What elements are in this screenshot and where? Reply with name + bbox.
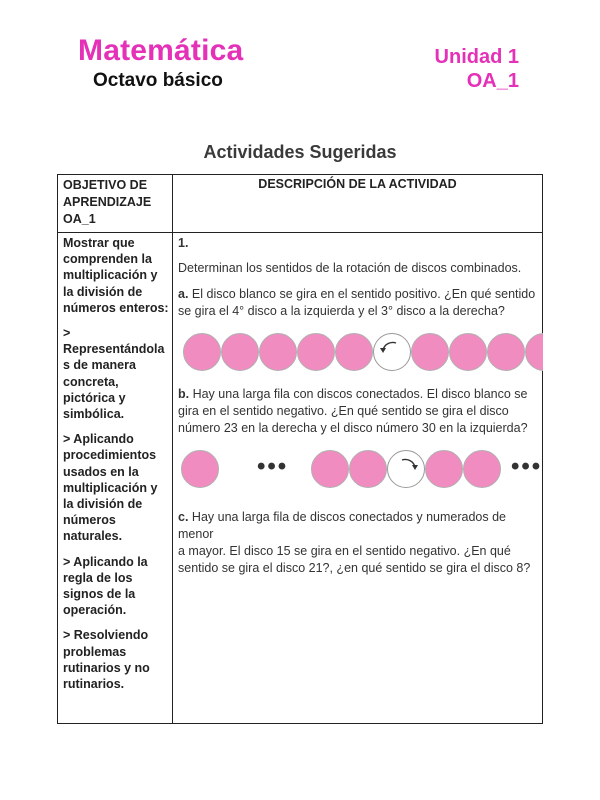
pink-disc: [259, 333, 297, 371]
question-b-line: gira en el sentido negativo. ¿En qué sentido se gira el disco: [178, 404, 509, 418]
white-disc: [373, 333, 411, 371]
objective-line: multiplicación y: [63, 480, 158, 495]
white-disc: [387, 450, 425, 488]
description-header: DESCRIPCIÓN DE LA ACTIVIDAD: [258, 177, 457, 191]
objective-line: la división de: [63, 497, 143, 512]
pink-disc: [311, 450, 349, 488]
objective-line: pictórica y: [63, 390, 126, 405]
question-a-label: a.: [178, 287, 189, 301]
disc-row-a: [173, 329, 543, 375]
objective-line: números: [63, 513, 116, 528]
objective-block-signs: [63, 554, 171, 619]
pink-disc: [425, 450, 463, 488]
pink-disc: [335, 333, 373, 371]
objective-header-line: APRENDIZAJE: [63, 195, 152, 209]
objective-line: procedimientos: [63, 448, 157, 463]
question-c: [178, 509, 540, 577]
disc-row-b: [173, 446, 543, 492]
objective-line: la división de: [63, 284, 143, 299]
objective-header-line: OBJETIVO DE: [63, 178, 148, 192]
question-b-label: b.: [178, 387, 190, 401]
subject-title: Matemática: [78, 34, 244, 67]
objective-line: usados en la: [63, 464, 139, 479]
objective-line: multiplicación y: [63, 268, 158, 283]
pink-disc: [411, 333, 449, 371]
section-title: Actividades Sugeridas: [203, 142, 397, 162]
rotation-arrow-icon: [374, 334, 410, 370]
question-c-line: Hay una larga fila de discos conectados y numerados de menor: [178, 510, 506, 541]
question-b: [178, 386, 540, 437]
question-a: [178, 286, 540, 320]
oa-label: OA_1: [466, 70, 519, 92]
objective-line: rutinarios.: [63, 677, 125, 692]
objective-line: números enteros:: [63, 300, 169, 315]
question-a-line: El disco blanco se gira en el sentido positivo. ¿En qué sentido: [188, 287, 536, 301]
pink-disc: [449, 333, 487, 371]
pink-disc: [221, 333, 259, 371]
objective-line: operación.: [63, 603, 127, 618]
objective-line: regla de los: [63, 570, 133, 585]
rotation-arrow-icon: [388, 451, 424, 487]
ellipsis-dots: •••: [257, 453, 289, 480]
objective-line: > Aplicando la: [63, 554, 148, 569]
pink-disc: [181, 450, 219, 488]
question-c-line: a mayor. El disco 15 se gira en el sentido negativo. ¿En qué: [178, 544, 511, 558]
pink-disc: [487, 333, 525, 371]
unit-label: Unidad 1: [434, 46, 519, 68]
objective-line: naturales.: [63, 529, 123, 544]
objective-header: [63, 177, 169, 228]
activity-table: [57, 174, 543, 724]
pink-disc: [183, 333, 221, 371]
objective-block-problems: [63, 627, 171, 692]
objective-block-represent: [63, 325, 171, 422]
question-a-line: se gira el 4° disco a la izquierda y el 3° disco a la derecha?: [178, 304, 505, 318]
objective-column: [63, 235, 171, 701]
objective-line: rutinarios y no: [63, 660, 150, 675]
question-b-line: número 23 en la derecha y el disco número 30 en la izquierda?: [178, 421, 528, 435]
pink-disc: [463, 450, 501, 488]
question-c-line: sentido se gira el disco 21?, ¿en qué sentido se gira el disco 8?: [178, 561, 531, 575]
header-divider: [58, 232, 542, 233]
activity-intro: Determinan los sentidos de la rotación de discos combinados.: [178, 261, 522, 275]
ellipsis-dots: •••: [511, 453, 543, 480]
objective-line: comprenden la: [63, 252, 152, 267]
objective-block-intro: [63, 235, 171, 316]
question-b-line: Hay una larga fila con discos conectados. El disco blanco se: [189, 387, 528, 401]
activity-number: 1.: [178, 236, 189, 250]
objective-line: simbólica.: [63, 407, 125, 422]
objective-line: signos de la: [63, 587, 136, 602]
pink-disc: [525, 333, 543, 371]
objective-line: concreta,: [63, 374, 119, 389]
pink-disc: [349, 450, 387, 488]
objective-header-line: OA_1: [63, 212, 96, 226]
objective-line: s de manera: [63, 358, 136, 373]
objective-line: > Aplicando: [63, 432, 134, 447]
question-c-label: c.: [178, 510, 189, 524]
objective-line: problemas: [63, 644, 127, 659]
objective-line: Mostrar que: [63, 236, 135, 250]
pink-disc: [297, 333, 335, 371]
objective-line: >: [63, 326, 71, 341]
objective-block-procedures: [63, 431, 171, 544]
grade-subtitle: Octavo básico: [93, 70, 223, 91]
objective-line: Representándola: [63, 342, 165, 357]
objective-line: > Resolviendo: [63, 628, 149, 643]
